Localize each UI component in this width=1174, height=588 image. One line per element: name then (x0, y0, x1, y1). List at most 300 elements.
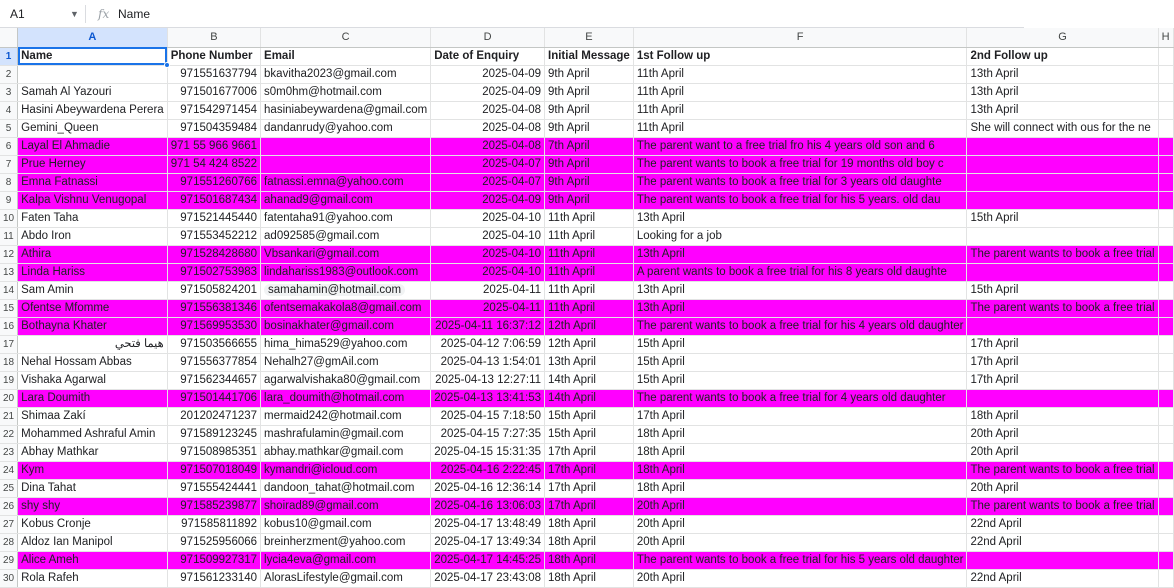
cell-g9[interactable] (967, 191, 1158, 209)
cell-a13[interactable]: Linda Hariss (18, 263, 168, 281)
cell-b14[interactable]: 971505824201 (167, 281, 260, 299)
cell-b15[interactable]: 971556381346 (167, 299, 260, 317)
cell-f21[interactable]: 17th April (633, 407, 967, 425)
cell-d10[interactable]: 2025-04-10 (431, 209, 545, 227)
cell-b18[interactable]: 971556377854 (167, 353, 260, 371)
cell-f16[interactable]: The parent wants to book a free trial for his 4 years old daughter (633, 317, 967, 335)
cell-d16[interactable]: 2025-04-11 16:37:12 (431, 317, 545, 335)
cell-f17[interactable]: 15th April (633, 335, 967, 353)
cell-c6[interactable] (261, 137, 431, 155)
row-header[interactable]: 30 (0, 569, 18, 587)
table-row (0, 245, 1173, 263)
cell-g20[interactable] (967, 389, 1158, 407)
cell-g14[interactable]: 15th April (967, 281, 1158, 299)
row-header[interactable]: 4 (0, 101, 18, 119)
cell-g10[interactable]: 15th April (967, 209, 1158, 227)
cell-c27[interactable]: kobus10@gmail.com (261, 515, 431, 533)
cell-h27[interactable] (1158, 515, 1173, 533)
row-header[interactable]: 20 (0, 389, 18, 407)
cell-d9[interactable]: 2025-04-09 (431, 191, 545, 209)
cell-g16[interactable] (967, 317, 1158, 335)
row-header[interactable]: 17 (0, 335, 18, 353)
cell-d28[interactable]: 2025-04-17 13:49:34 (431, 533, 545, 551)
cell-b13[interactable]: 971502753983 (167, 263, 260, 281)
cell-h14[interactable] (1158, 281, 1173, 299)
row-header[interactable]: 14 (0, 281, 18, 299)
cell-c13[interactable]: lindahariss1983@outlook.com (261, 263, 431, 281)
cell-b17[interactable]: 971503566655 (167, 335, 260, 353)
cell-b21[interactable]: 201202471237 (167, 407, 260, 425)
cell-b4[interactable]: 971542971454 (167, 101, 260, 119)
cell-e22[interactable]: 15th April (545, 425, 634, 443)
table-row (0, 371, 1173, 389)
cell-f29[interactable]: The parent wants to book a free trial for his 5 years old daughter (633, 551, 967, 569)
formula-bar (0, 0, 1024, 28)
cell-h26[interactable] (1158, 497, 1173, 515)
cell-d4[interactable]: 2025-04-08 (431, 101, 545, 119)
cell-a22[interactable]: Mohammed Ashraful Amin (18, 425, 168, 443)
cell-e15[interactable]: 11th April (545, 299, 634, 317)
row-header[interactable]: 19 (0, 371, 18, 389)
cell-g12[interactable]: The parent wants to book a free trial (967, 245, 1158, 263)
cell-c16[interactable]: bosinakhater@gmail.com (261, 317, 431, 335)
cell-b25[interactable]: 971555424441 (167, 479, 260, 497)
table-row (0, 515, 1173, 533)
cell-d18[interactable]: 2025-04-13 1:54:01 (431, 353, 545, 371)
cell-c24[interactable]: kymandri@icloud.com (261, 461, 431, 479)
cell-h10[interactable] (1158, 209, 1173, 227)
name-box[interactable] (0, 0, 85, 27)
cell-e27[interactable]: 18th April (545, 515, 634, 533)
table-row (0, 407, 1173, 425)
cell-g19[interactable]: 17th April (967, 371, 1158, 389)
cell-c1[interactable]: Email (261, 47, 431, 65)
cell-a14[interactable]: Sam Amin (18, 281, 168, 299)
cell-d22[interactable]: 2025-04-15 7:27:35 (431, 425, 545, 443)
cell-d14[interactable]: 2025-04-11 (431, 281, 545, 299)
cell-a18[interactable]: Nehal Hossam Abbas (18, 353, 168, 371)
cell-f27[interactable]: 20th April (633, 515, 967, 533)
cell-c18[interactable]: Nehalh27@gmAil.com (261, 353, 431, 371)
cell-a7[interactable]: Prue Herney (18, 155, 168, 173)
cell-h18[interactable] (1158, 353, 1173, 371)
row-header[interactable]: 29 (0, 551, 18, 569)
row-header[interactable]: 9 (0, 191, 18, 209)
cell-c5[interactable]: dandanrudy@yahoo.com (261, 119, 431, 137)
cell-e26[interactable]: 17th April (545, 497, 634, 515)
cell-h20[interactable] (1158, 389, 1173, 407)
cell-c26[interactable]: shoirad89@gmail.com (261, 497, 431, 515)
cell-d25[interactable]: 2025-04-16 12:36:14 (431, 479, 545, 497)
row-header[interactable]: 23 (0, 443, 18, 461)
spreadsheet-grid[interactable] (0, 28, 1170, 584)
cell-a20[interactable]: Lara Doumith (18, 389, 168, 407)
cell-c7[interactable] (261, 155, 431, 173)
cell-d29[interactable]: 2025-04-17 14:45:25 (431, 551, 545, 569)
cell-a25[interactable]: Dina Tahat (18, 479, 168, 497)
cell-b11[interactable]: 971553452212 (167, 227, 260, 245)
row-header[interactable]: 6 (0, 137, 18, 155)
cell-h29[interactable] (1158, 551, 1173, 569)
cell-d26[interactable]: 2025-04-16 13:06:03 (431, 497, 545, 515)
cell-e29[interactable]: 18th April (545, 551, 634, 569)
cell-b22[interactable]: 971589123245 (167, 425, 260, 443)
cell-d21[interactable]: 2025-04-15 7:18:50 (431, 407, 545, 425)
cell-b28[interactable]: 971525956066 (167, 533, 260, 551)
row-header[interactable]: 15 (0, 299, 18, 317)
cell-c2[interactable]: bkavitha2023@gmail.com (261, 65, 431, 83)
cell-e18[interactable]: 13th April (545, 353, 634, 371)
cell-d15[interactable]: 2025-04-11 (431, 299, 545, 317)
cell-b16[interactable]: 971569953530 (167, 317, 260, 335)
row-header[interactable]: 1 (0, 47, 18, 65)
column-header-c[interactable]: C (261, 28, 431, 47)
cell-c20[interactable]: lara_doumith@hotmail.com (261, 389, 431, 407)
cell-c4[interactable]: hasiniabeywardena@gmail.com (261, 101, 431, 119)
cell-h17[interactable] (1158, 335, 1173, 353)
cell-g26[interactable]: The parent wants to book a free trial (967, 497, 1158, 515)
cell-b6[interactable]: 971 55 966 9661 (167, 137, 260, 155)
table-row (0, 425, 1173, 443)
cell-e24[interactable]: 17th April (545, 461, 634, 479)
cell-f18[interactable]: 15th April (633, 353, 967, 371)
column-header-h[interactable]: H (1158, 28, 1173, 47)
cell-g2[interactable]: 13th April (967, 65, 1158, 83)
cell-a6[interactable]: Layal El Ahmadie (18, 137, 168, 155)
cell-g13[interactable] (967, 263, 1158, 281)
cell-f20[interactable]: The parent wants to book a free trial for 4 years old daughter (633, 389, 967, 407)
cell-f19[interactable]: 15th April (633, 371, 967, 389)
row-header[interactable]: 25 (0, 479, 18, 497)
cell-h22[interactable] (1158, 425, 1173, 443)
cell-b7[interactable]: 971 54 424 8522 (167, 155, 260, 173)
cell-g29[interactable] (967, 551, 1158, 569)
cell-h28[interactable] (1158, 533, 1173, 551)
cell-c25[interactable]: dandoon_tahat@hotmail.com (261, 479, 431, 497)
cell-h19[interactable] (1158, 371, 1173, 389)
cell-f10[interactable]: 13th April (633, 209, 967, 227)
cell-b26[interactable]: 971585239877 (167, 497, 260, 515)
cell-a29[interactable]: Alice Ameh (18, 551, 168, 569)
cell-a12[interactable]: Athira (18, 245, 168, 263)
cell-f13[interactable]: A parent wants to book a free trial for his 8 years old daughte (633, 263, 967, 281)
cell-g21[interactable]: 18th April (967, 407, 1158, 425)
cell-f30[interactable]: 20th April (633, 569, 967, 587)
cell-d17[interactable]: 2025-04-12 7:06:59 (431, 335, 545, 353)
row-header[interactable]: 11 (0, 227, 18, 245)
cell-b9[interactable]: 971501687434 (167, 191, 260, 209)
row-header[interactable]: 12 (0, 245, 18, 263)
cell-f14[interactable]: 13th April (633, 281, 967, 299)
cell-d13[interactable]: 2025-04-10 (431, 263, 545, 281)
cell-f1[interactable]: 1st Follow up (633, 47, 967, 65)
cell-g4[interactable]: 13th April (967, 101, 1158, 119)
cell-f11[interactable]: Looking for a job (633, 227, 967, 245)
cell-h5[interactable] (1158, 119, 1173, 137)
cell-b5[interactable]: 971504359484 (167, 119, 260, 137)
cell-a24[interactable]: Kym (18, 461, 168, 479)
cell-d2[interactable]: 2025-04-09 (431, 65, 545, 83)
cell-reference: A1 (10, 6, 25, 21)
row-header[interactable]: 18 (0, 353, 18, 371)
cell-d8[interactable]: 2025-04-07 (431, 173, 545, 191)
cell-f7[interactable]: The parent wants to book a free trial for 19 months old boy c (633, 155, 967, 173)
cell-e2[interactable]: 9th April (545, 65, 634, 83)
table-row (0, 551, 1173, 569)
cell-e5[interactable]: 9th April (545, 119, 634, 137)
cell-c29[interactable]: lycia4eva@gmail.com (261, 551, 431, 569)
cell-g5[interactable]: She will connect with ous for the ne (967, 119, 1158, 137)
cell-d23[interactable]: 2025-04-15 15:31:35 (431, 443, 545, 461)
cell-a30[interactable]: Rola Rafeh (18, 569, 168, 587)
cell-e16[interactable]: 12th April (545, 317, 634, 335)
cell-e6[interactable]: 7th April (545, 137, 634, 155)
cell-f26[interactable]: 20th April (633, 497, 967, 515)
cell-c14[interactable] (261, 281, 431, 299)
cell-e17[interactable]: 12th April (545, 335, 634, 353)
table-row (0, 173, 1173, 191)
row-header[interactable]: 27 (0, 515, 18, 533)
cell-h8[interactable] (1158, 173, 1173, 191)
cell-g3[interactable]: 13th April (967, 83, 1158, 101)
cell-b8[interactable]: 971551260766 (167, 173, 260, 191)
cell-h11[interactable] (1158, 227, 1173, 245)
cell-e23[interactable]: 17th April (545, 443, 634, 461)
cell-c9[interactable]: ahanad9@gmail.com (261, 191, 431, 209)
cell-a1[interactable]: Name (18, 47, 168, 65)
cell-e3[interactable]: 9th April (545, 83, 634, 101)
select-all-corner[interactable] (0, 28, 18, 47)
cell-f28[interactable]: 20th April (633, 533, 967, 551)
cell-g22[interactable]: 20th April (967, 425, 1158, 443)
cell-b12[interactable]: 971528428680 (167, 245, 260, 263)
cell-f8[interactable]: The parent wants to book a free trial for 3 years old daughte (633, 173, 967, 191)
cell-c19[interactable]: agarwalvishaka80@gmail.com (261, 371, 431, 389)
row-header[interactable]: 22 (0, 425, 18, 443)
cell-h13[interactable] (1158, 263, 1173, 281)
column-header-d[interactable]: D (431, 28, 545, 47)
cell-a3[interactable]: Samah Al Yazouri (18, 83, 168, 101)
cell-a17[interactable]: هيما فتحي (18, 335, 168, 353)
cell-a11[interactable]: Abdo Iron (18, 227, 168, 245)
row-header[interactable]: 26 (0, 497, 18, 515)
cell-f9[interactable]: The parent wants to book a free trial for his 5 years. old dau (633, 191, 967, 209)
cell-a10[interactable]: Faten Taha (18, 209, 168, 227)
cell-g27[interactable]: 22nd April (967, 515, 1158, 533)
column-header-b[interactable]: B (167, 28, 260, 47)
column-header-e[interactable]: E (545, 28, 634, 47)
cell-e20[interactable]: 14th April (545, 389, 634, 407)
cell-h6[interactable] (1158, 137, 1173, 155)
cell-h16[interactable] (1158, 317, 1173, 335)
formula-input[interactable]: Name (118, 6, 151, 21)
cell-h23[interactable] (1158, 443, 1173, 461)
cell-h7[interactable] (1158, 155, 1173, 173)
cell-g1[interactable]: 2nd Follow up (967, 47, 1158, 65)
row-header[interactable]: 24 (0, 461, 18, 479)
cell-a23[interactable]: Abhay Mathkar (18, 443, 168, 461)
cell-f2[interactable]: 11th April (633, 65, 967, 83)
cell-c10[interactable]: fatentaha91@yahoo.com (261, 209, 431, 227)
cell-g25[interactable]: 20th April (967, 479, 1158, 497)
cell-c21[interactable]: mermaid242@hotmail.com (261, 407, 431, 425)
row-header[interactable]: 3 (0, 83, 18, 101)
cell-b30[interactable]: 971561233140 (167, 569, 260, 587)
chevron-down-icon[interactable]: ▼ (70, 9, 79, 19)
table-row (0, 335, 1173, 353)
cell-e12[interactable]: 11th April (545, 245, 634, 263)
cell-d20[interactable]: 2025-04-13 13:41:53 (431, 389, 545, 407)
cell-h1[interactable] (1158, 47, 1173, 65)
cell-d1[interactable]: Date of Enquiry (431, 47, 545, 65)
cell-b10[interactable]: 971521445440 (167, 209, 260, 227)
cell-f4[interactable]: 11th April (633, 101, 967, 119)
column-header-g[interactable]: G (967, 28, 1158, 47)
cell-d7[interactable]: 2025-04-07 (431, 155, 545, 173)
cell-d3[interactable]: 2025-04-09 (431, 83, 545, 101)
cell-f25[interactable]: 18th April (633, 479, 967, 497)
cell-h15[interactable] (1158, 299, 1173, 317)
cell-d27[interactable]: 2025-04-17 13:48:49 (431, 515, 545, 533)
cell-e11[interactable]: 11th April (545, 227, 634, 245)
cell-g11[interactable] (967, 227, 1158, 245)
cell-g23[interactable]: 20th April (967, 443, 1158, 461)
cell-g30[interactable]: 22nd April (967, 569, 1158, 587)
cell-e8[interactable]: 9th April (545, 173, 634, 191)
cell-h24[interactable] (1158, 461, 1173, 479)
cell-b1[interactable]: Phone Number (167, 47, 260, 65)
cell-e7[interactable]: 9th April (545, 155, 634, 173)
cell-g8[interactable] (967, 173, 1158, 191)
cell-g17[interactable]: 17th April (967, 335, 1158, 353)
cell-b3[interactable]: 971501677006 (167, 83, 260, 101)
cell-b19[interactable]: 971562344657 (167, 371, 260, 389)
cell-c15[interactable]: ofentsemakakola8@gmail.com (261, 299, 431, 317)
cell-g7[interactable] (967, 155, 1158, 173)
column-header-a[interactable]: A (18, 28, 168, 47)
cell-e28[interactable]: 18th April (545, 533, 634, 551)
cell-c23[interactable]: abhay.mathkar@gmail.com (261, 443, 431, 461)
cell-e21[interactable]: 15th April (545, 407, 634, 425)
cell-g6[interactable] (967, 137, 1158, 155)
cell-c8[interactable]: fatnassi.emna@yahoo.com (261, 173, 431, 191)
cell-a4[interactable]: Hasini Abeywardena Perera (18, 101, 168, 119)
cell-d12[interactable]: 2025-04-10 (431, 245, 545, 263)
cell-e13[interactable]: 11th April (545, 263, 634, 281)
cell-a26[interactable]: shy shy (18, 497, 168, 515)
row-header[interactable]: 8 (0, 173, 18, 191)
cell-e4[interactable]: 9th April (545, 101, 634, 119)
cell-g15[interactable]: The parent wants to book a free trial (967, 299, 1158, 317)
cell-h9[interactable] (1158, 191, 1173, 209)
cell-e14[interactable]: 11th April (545, 281, 634, 299)
cell-h4[interactable] (1158, 101, 1173, 119)
cell-a2[interactable] (18, 65, 168, 83)
cell-b2[interactable]: 971551637794 (167, 65, 260, 83)
cell-c11[interactable]: ad092585@gmail.com (261, 227, 431, 245)
cell-b27[interactable]: 971585811892 (167, 515, 260, 533)
sheet-table (0, 28, 1174, 588)
cell-f22[interactable]: 18th April (633, 425, 967, 443)
cell-h2[interactable] (1158, 65, 1173, 83)
cell-c17[interactable]: hima_hima529@yahoo.com (261, 335, 431, 353)
row-header[interactable]: 2 (0, 65, 18, 83)
cell-h3[interactable] (1158, 83, 1173, 101)
cell-d24[interactable]: 2025-04-16 2:22:45 (431, 461, 545, 479)
cell-d6[interactable]: 2025-04-08 (431, 137, 545, 155)
cell-h25[interactable] (1158, 479, 1173, 497)
cell-e19[interactable]: 14th April (545, 371, 634, 389)
cell-c30[interactable]: AlorasLifestyle@gmail.com (261, 569, 431, 587)
fill-handle[interactable] (164, 62, 170, 68)
cell-a19[interactable]: Vishaka Agarwal (18, 371, 168, 389)
column-header-row (0, 28, 1173, 47)
cell-f15[interactable]: 13th April (633, 299, 967, 317)
cell-b20[interactable]: 971501441706 (167, 389, 260, 407)
cell-a27[interactable]: Kobus Cronje (18, 515, 168, 533)
cell-h30[interactable] (1158, 569, 1173, 587)
cell-g28[interactable]: 22nd April (967, 533, 1158, 551)
table-row (0, 497, 1173, 515)
cell-h12[interactable] (1158, 245, 1173, 263)
cell-f3[interactable]: 11th April (633, 83, 967, 101)
row-header[interactable]: 13 (0, 263, 18, 281)
cell-e30[interactable]: 18th April (545, 569, 634, 587)
cell-f5[interactable]: 11th April (633, 119, 967, 137)
cell-e1[interactable]: Initial Message (545, 47, 634, 65)
cell-e10[interactable]: 11th April (545, 209, 634, 227)
cell-a9[interactable]: Kalpa Vishnu Venugopal (18, 191, 168, 209)
cell-b23[interactable]: 971508985351 (167, 443, 260, 461)
row-header[interactable]: 5 (0, 119, 18, 137)
cell-c3[interactable]: s0m0hm@hotmail.com (261, 83, 431, 101)
cell-a8[interactable]: Emna Fatnassi (18, 173, 168, 191)
row-header[interactable]: 7 (0, 155, 18, 173)
row-header[interactable]: 28 (0, 533, 18, 551)
cell-b24[interactable]: 971507018049 (167, 461, 260, 479)
row-header[interactable]: 16 (0, 317, 18, 335)
cell-e9[interactable]: 9th April (545, 191, 634, 209)
cell-a16[interactable]: Bothayna Khater (18, 317, 168, 335)
cell-f23[interactable]: 18th April (633, 443, 967, 461)
cell-f24[interactable]: 18th April (633, 461, 967, 479)
cell-f6[interactable]: The parent want to a free trial fro his 4 years old son and 6 (633, 137, 967, 155)
cell-a28[interactable]: Aldoz Ian Manipol (18, 533, 168, 551)
cell-f12[interactable]: 13th April (633, 245, 967, 263)
cell-a15[interactable]: Ofentse Mfomme (18, 299, 168, 317)
cell-d5[interactable]: 2025-04-08 (431, 119, 545, 137)
cell-c12[interactable]: Vbsankari@gmail.com (261, 245, 431, 263)
cell-g24[interactable]: The parent wants to book a free trial (967, 461, 1158, 479)
row-header[interactable]: 10 (0, 209, 18, 227)
cell-a5[interactable]: Gemini_Queen (18, 119, 168, 137)
cell-d11[interactable]: 2025-04-10 (431, 227, 545, 245)
column-header-f[interactable]: F (633, 28, 967, 47)
table-row (0, 83, 1173, 101)
table-row (0, 101, 1173, 119)
cell-c22[interactable]: mashrafulamin@gmail.com (261, 425, 431, 443)
cell-c28[interactable]: breinherzment@yahoo.com (261, 533, 431, 551)
smart-chip[interactable]: samahamin@hotmail.com (264, 284, 405, 296)
cell-a21[interactable]: Shimaa Zakí (18, 407, 168, 425)
cell-e25[interactable]: 17th April (545, 479, 634, 497)
cell-h21[interactable] (1158, 407, 1173, 425)
cell-d30[interactable]: 2025-04-17 23:43:08 (431, 569, 545, 587)
cell-d19[interactable]: 2025-04-13 12:27:11 (431, 371, 545, 389)
row-header[interactable]: 21 (0, 407, 18, 425)
cell-g18[interactable]: 17th April (967, 353, 1158, 371)
cell-b29[interactable]: 971509927317 (167, 551, 260, 569)
